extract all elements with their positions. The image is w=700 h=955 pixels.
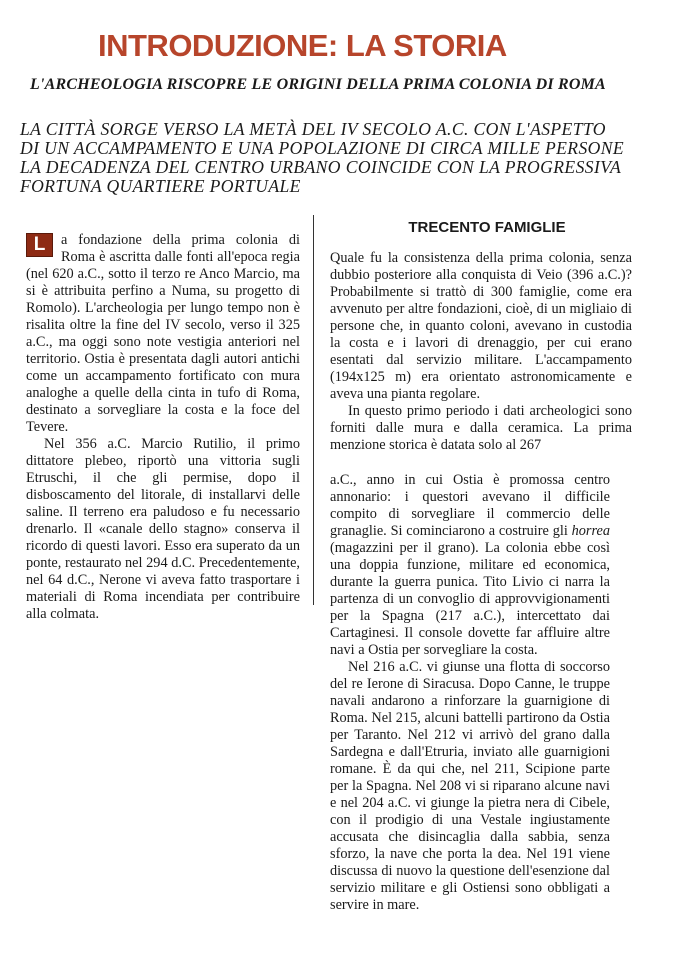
body-paragraph (26, 232, 300, 436)
lead-line: LA DECADENZA DEL CENTRO URBANO COINCIDE CON LA PROGRESSIVA (20, 157, 622, 177)
body-paragraph: Quale fu la consistenza della prima colonia, senza dubbio posteriore alla conquista di Veio (396 a.C.)? Probabilmente si trattò di 300 famiglie, come era avvenuto per altre fondazioni, cioè, di un migliaio di persone che, in quanto coloni, avevano in custodia la costa e i lavori di drenaggio, per cui erano esentati dal servizio militare. L'accampamento (194x125 m) era orientato astronomicamente e aveva una pianta regolare. (330, 250, 632, 402)
body-paragraph: Nel 356 a.C. Marcio Rutilio, il primo dittatore plebeo, riportò una vittoria sugli Etruschi, il che gli permise, dopo il disboscamento del litorale, di installarvi delle saline. Il terreno era paludoso e fu necessario drenarlo. Il «canale dello stagno» conserva il ricordo di questi lavori. Esso era superato da un ponte, restaurato nel 294 d.C. Precedentemente, nel 64 d.C., Nerone vi aveva fatto trasportare i materiali di Roma incendiata per contribuire alla colmata. (26, 436, 300, 622)
section-heading: TRECENTO FAMIGLIE (408, 219, 566, 236)
page-subtitle: L'ARCHEOLOGIA RISCOPRE LE ORIGINI DELLA PRIMA COLONIA DI ROMA (30, 76, 606, 93)
lead-line: LA CITTÀ SORGE VERSO LA METÀ DEL IV SECOLO A.C. CON L'ASPETTO (20, 119, 606, 139)
body-paragraph: In questo primo periodo i dati archeologici sono forniti dalle mura e dalla ceramica. La prima menzione storica è datata solo al 267 (330, 403, 632, 453)
body-text: a.C., anno in cui Ostia è promossa centro annonario: i questori avevano il difficile compito di sorvegliare il commercio delle granaglie. Si cominciarono a costruire gli (330, 472, 610, 539)
right-column-bottom (330, 472, 610, 914)
body-text: a fondazione della prima colonia di Roma è ascritta dalle fonti all'epoca regia (nel 620 a.C., sotto il terzo re Anco Marcio, ma si è attribuita perfino a Numa, su progetto di Romolo). L'archeologia per lungo tempo non è risalita oltre la fine del IV secolo, verso il 325 a.C., ma oggi sono note vestigia anteriori nel territorio. Ostia è presentata dagli autori antichi come un accampamento fortificato con mura analoghe a quelle della cinta in tufo di Roma, destinato a sorvegliare la costa e la foce del Tevere. (26, 232, 300, 435)
lead-line: FORTUNA QUARTIERE PORTUALE (20, 176, 301, 196)
lead-line: DI UN ACCAMPAMENTO E UNA POPOLAZIONE DI CIRCA MILLE PERSONE (20, 138, 625, 158)
drop-cap: L (26, 233, 53, 257)
lead-paragraph (20, 120, 695, 196)
body-text: (magazzini per il grano). La colonia ebbe così una doppia funzione, militare ed economica, durante la guerra punica. Tito Livio ci narra la partenza di un convoglio di approvvigionamenti per la Spagna (217 a.C.), intercettato dai Cartaginesi. Il console dovette far affluire altre navi a Ostia per sorvegliare la costa. (330, 540, 610, 658)
italic-term: horrea (571, 523, 610, 539)
page-title: INTRODUZIONE: LA STORIA (98, 28, 507, 63)
right-column-top (330, 250, 632, 454)
body-paragraph: Nel 216 a.C. vi giunse una flotta di soccorso del re Ierone di Siracusa. Dopo Canne, le truppe navali andarono a rinforzare la guarnigione di Roma. Nel 215, alcuni battelli partirono da Ostia per Taranto. Nel 212 vi arrivò del grano dalla Sardegna e dall'Etruria, inviato alle guarnigioni romane. È da qui che, nel 211, Scipione parte per la Spagna. Nel 208 vi si riparano alcune navi e nel 204 a.C. vi giunge la pietra nera di Cibele, con il prodigio di una Vestale ingiustamente accusata che disincaglia dalla sabbia, senza sforzo, la nave che porta la dea. Nel 191 viene discussa di nuovo la questione dell'esenzione dal servizio militare e gli Ostiensi sono obbligati a servire in mare. (330, 659, 610, 913)
column-divider (313, 215, 314, 605)
left-column (26, 232, 300, 623)
body-paragraph (330, 472, 610, 659)
